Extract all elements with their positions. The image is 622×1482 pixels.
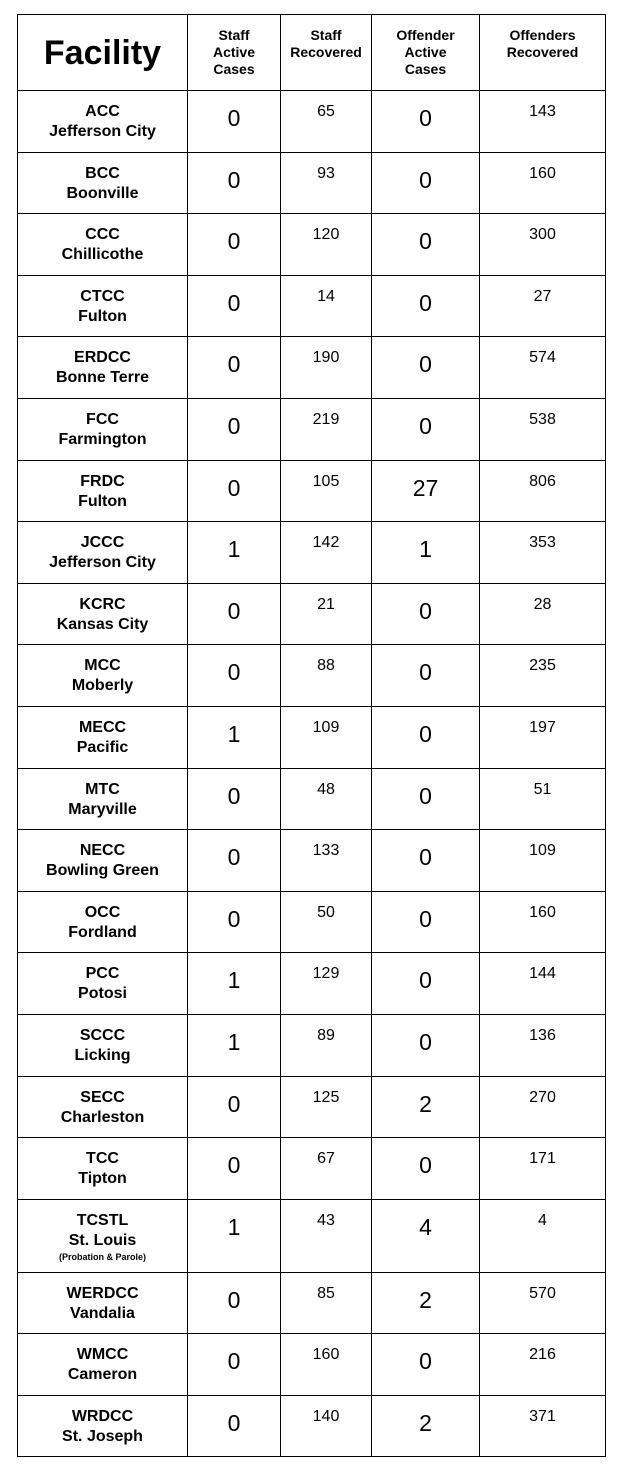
staff-recovered-cell: 133 [281, 830, 372, 892]
offender-active-cases-cell: 0 [372, 953, 480, 1015]
staff-active-cases-cell: 0 [188, 583, 281, 645]
staff-active-cases-cell: 0 [188, 1138, 281, 1200]
table-row [18, 645, 606, 707]
offender-active-cases-cell: 0 [372, 891, 480, 953]
facility-city: Fulton [78, 307, 127, 325]
facility-code: MTC [85, 780, 120, 798]
table-row [18, 583, 606, 645]
facility-code: FCC [86, 410, 119, 428]
offender-active-cases-cell: 0 [372, 830, 480, 892]
header-line: Cases [213, 61, 255, 77]
offenders-recovered-cell: 570 [480, 1272, 606, 1334]
facility-cell [18, 522, 188, 584]
facility-cell [18, 583, 188, 645]
facility-code: CTCC [80, 287, 125, 305]
offender-active-cases-cell: 0 [372, 583, 480, 645]
table-body [18, 91, 606, 1457]
table-row [18, 460, 606, 522]
table-row [18, 830, 606, 892]
facility-cell [18, 891, 188, 953]
header-line: Active [404, 44, 447, 60]
staff-recovered-cell: 129 [281, 953, 372, 1015]
offender-active-cases-cell: 4 [372, 1199, 480, 1272]
table-header [18, 15, 606, 91]
offender-active-cases-header [372, 15, 480, 91]
table-row [18, 1334, 606, 1396]
offenders-recovered-cell: 197 [480, 706, 606, 768]
staff-active-cases-cell: 0 [188, 275, 281, 337]
facility-cell [18, 91, 188, 153]
staff-recovered-cell: 142 [281, 522, 372, 584]
offender-active-cases-cell: 2 [372, 1272, 480, 1334]
staff-recovered-cell: 50 [281, 891, 372, 953]
facility-cell [18, 1272, 188, 1334]
offender-active-cases-cell: 0 [372, 275, 480, 337]
staff-recovered-cell: 219 [281, 398, 372, 460]
offenders-recovered-cell: 371 [480, 1395, 606, 1457]
table-row [18, 768, 606, 830]
staff-active-cases-cell: 1 [188, 1014, 281, 1076]
facility-cell [18, 398, 188, 460]
offenders-recovered-cell: 353 [480, 522, 606, 584]
facility-code: WRDCC [71, 1407, 134, 1425]
staff-active-cases-cell: 1 [188, 953, 281, 1015]
offenders-recovered-cell: 300 [480, 214, 606, 276]
facility-code: SCCC [79, 1026, 126, 1044]
table-row [18, 891, 606, 953]
facility-city: Moberly [71, 677, 134, 695]
header-line: Offender [396, 27, 455, 43]
offenders-recovered-cell: 216 [480, 1334, 606, 1396]
offender-active-cases-cell: 0 [372, 706, 480, 768]
table-row [18, 522, 606, 584]
facility-code: OCC [84, 903, 121, 921]
header-line: Recovered [290, 44, 362, 60]
facility-code: SECC [80, 1088, 125, 1106]
facility-city: Boonville [66, 184, 139, 202]
offender-active-cases-cell: 0 [372, 768, 480, 830]
facility-cell [18, 1014, 188, 1076]
facility-code: TCSTL [76, 1211, 129, 1229]
header-line: Offenders [509, 27, 576, 43]
staff-recovered-cell: 109 [281, 706, 372, 768]
facility-city: Bowling Green [46, 862, 159, 880]
facility-code: NECC [79, 842, 126, 860]
staff-active-cases-cell: 0 [188, 1272, 281, 1334]
facility-city: Pacific [76, 738, 129, 756]
facility-cell [18, 953, 188, 1015]
staff-active-cases-cell: 0 [188, 1076, 281, 1138]
offenders-recovered-cell: 4 [480, 1199, 606, 1272]
offender-active-cases-cell: 27 [372, 460, 480, 522]
staff-recovered-cell: 67 [281, 1138, 372, 1200]
table-row [18, 337, 606, 399]
offenders-recovered-cell: 574 [480, 337, 606, 399]
offenders-recovered-cell: 28 [480, 583, 606, 645]
staff-recovered-cell: 43 [281, 1199, 372, 1272]
facility-cell [18, 645, 188, 707]
staff-recovered-cell: 14 [281, 275, 372, 337]
facility-city: Potosi [78, 985, 127, 1003]
staff-active-cases-cell: 0 [188, 398, 281, 460]
offenders-recovered-cell: 136 [480, 1014, 606, 1076]
staff-recovered-cell: 93 [281, 152, 372, 214]
table-row [18, 706, 606, 768]
facility-city: St. Joseph [62, 1427, 143, 1445]
staff-active-cases-cell: 0 [188, 460, 281, 522]
staff-active-cases-cell: 0 [188, 830, 281, 892]
facility-cell [18, 214, 188, 276]
facility-city: Fordland [68, 923, 137, 941]
staff-recovered-cell: 65 [281, 91, 372, 153]
offender-active-cases-cell: 0 [372, 91, 480, 153]
facility-code: WERDCC [66, 1284, 139, 1302]
offenders-recovered-cell: 160 [480, 152, 606, 214]
table-row [18, 91, 606, 153]
staff-recovered-header [281, 15, 372, 91]
staff-recovered-cell: 140 [281, 1395, 372, 1457]
staff-active-cases-header [188, 15, 281, 91]
table-row [18, 275, 606, 337]
offenders-recovered-cell: 143 [480, 91, 606, 153]
offender-active-cases-cell: 1 [372, 522, 480, 584]
staff-recovered-cell: 160 [281, 1334, 372, 1396]
staff-active-cases-cell: 0 [188, 214, 281, 276]
facility-city: Farmington [58, 430, 147, 448]
offenders-recovered-cell: 27 [480, 275, 606, 337]
facility-cell [18, 337, 188, 399]
offender-active-cases-cell: 0 [372, 1334, 480, 1396]
facility-cell [18, 830, 188, 892]
header-line: Staff [310, 27, 342, 43]
table-row [18, 1272, 606, 1334]
header-row [18, 15, 606, 91]
staff-active-cases-cell: 1 [188, 706, 281, 768]
header-line: Staff [218, 27, 250, 43]
offender-active-cases-cell: 0 [372, 1138, 480, 1200]
header-line: Cases [404, 61, 447, 77]
staff-recovered-cell: 120 [281, 214, 372, 276]
staff-active-cases-cell: 0 [188, 645, 281, 707]
facility-city: St. Louis [68, 1231, 137, 1249]
facility-cell [18, 460, 188, 522]
facility-code: PCC [85, 965, 120, 983]
facility-cell [18, 768, 188, 830]
facility-city: Jefferson City [49, 554, 156, 572]
staff-recovered-cell: 89 [281, 1014, 372, 1076]
staff-active-cases-cell: 1 [188, 1199, 281, 1272]
facility-code: KCRC [79, 595, 126, 613]
offender-active-cases-cell: 0 [372, 645, 480, 707]
facility-code: FRDC [80, 472, 125, 490]
facility-code: BCC [85, 164, 120, 182]
staff-active-cases-cell: 0 [188, 152, 281, 214]
facility-city: Jefferson City [49, 123, 156, 140]
facility-city: Bonne Terre [55, 369, 150, 387]
facility-city: Cameron [67, 1366, 138, 1384]
facility-cell [18, 1334, 188, 1396]
facility-code: TCC [86, 1150, 119, 1168]
staff-recovered-cell: 105 [281, 460, 372, 522]
offender-active-cases-cell: 0 [372, 337, 480, 399]
facility-cell [18, 152, 188, 214]
table-row [18, 1199, 606, 1272]
facility-cell [18, 1199, 188, 1272]
staff-recovered-cell: 21 [281, 583, 372, 645]
facility-city: Tipton [78, 1170, 127, 1188]
offenders-recovered-cell: 160 [480, 891, 606, 953]
offenders-recovered-cell: 806 [480, 460, 606, 522]
offenders-recovered-cell: 144 [480, 953, 606, 1015]
facility-case-table [17, 14, 606, 1457]
table-row [18, 152, 606, 214]
offenders-recovered-cell: 235 [480, 645, 606, 707]
staff-recovered-cell: 85 [281, 1272, 372, 1334]
table-row [18, 1395, 606, 1457]
staff-active-cases-cell: 0 [188, 891, 281, 953]
header-line: Recovered [506, 44, 579, 60]
staff-active-cases-cell: 0 [188, 768, 281, 830]
facility-cell [18, 706, 188, 768]
header-line: Active [212, 44, 256, 60]
staff-recovered-cell: 48 [281, 768, 372, 830]
staff-active-cases-cell: 0 [188, 91, 281, 153]
facility-cell [18, 1076, 188, 1138]
offender-active-cases-cell: 0 [372, 214, 480, 276]
facility-cell [18, 1395, 188, 1457]
facility-code: ERDCC [74, 349, 131, 367]
facility-code: MCC [84, 657, 121, 675]
staff-active-cases-cell: 0 [188, 1395, 281, 1457]
offenders-recovered-cell: 171 [480, 1138, 606, 1200]
facility-city: Chillicothe [61, 246, 144, 264]
facility-city: Charleston [60, 1108, 145, 1126]
staff-active-cases-cell: 0 [188, 1334, 281, 1396]
offenders-recovered-cell: 538 [480, 398, 606, 460]
table-row [18, 953, 606, 1015]
facility-city: Vandalia [70, 1304, 135, 1322]
facility-code: JCCC [80, 534, 125, 552]
offender-active-cases-cell: 0 [372, 1014, 480, 1076]
facility-cell [18, 1138, 188, 1200]
table-row [18, 1076, 606, 1138]
staff-active-cases-cell: 0 [188, 337, 281, 399]
facility-code: MECC [78, 718, 127, 736]
offenders-recovered-cell: 109 [480, 830, 606, 892]
table-row [18, 398, 606, 460]
facility-city: Fulton [78, 492, 127, 510]
table-row [18, 214, 606, 276]
facility-column-header: Facility [18, 15, 188, 91]
offenders-recovered-header [480, 15, 606, 91]
facility-cell [18, 275, 188, 337]
facility-city: Kansas City [56, 615, 149, 633]
offender-active-cases-cell: 2 [372, 1076, 480, 1138]
offenders-recovered-cell: 51 [480, 768, 606, 830]
table-row [18, 1138, 606, 1200]
offenders-recovered-cell: 270 [480, 1076, 606, 1138]
staff-recovered-cell: 190 [281, 337, 372, 399]
staff-active-cases-cell: 1 [188, 522, 281, 584]
offender-active-cases-cell: 2 [372, 1395, 480, 1457]
facility-city: Licking [74, 1046, 131, 1064]
facility-note: (Probation & Parole) [58, 1251, 146, 1262]
facility-code: WMCC [76, 1346, 129, 1364]
facility-code: CCC [85, 226, 120, 244]
offender-active-cases-cell: 0 [372, 152, 480, 214]
facility-code: ACC [85, 103, 120, 120]
table-row [18, 1014, 606, 1076]
staff-recovered-cell: 125 [281, 1076, 372, 1138]
staff-recovered-cell: 88 [281, 645, 372, 707]
offender-active-cases-cell: 0 [372, 398, 480, 460]
facility-city: Maryville [68, 800, 137, 818]
